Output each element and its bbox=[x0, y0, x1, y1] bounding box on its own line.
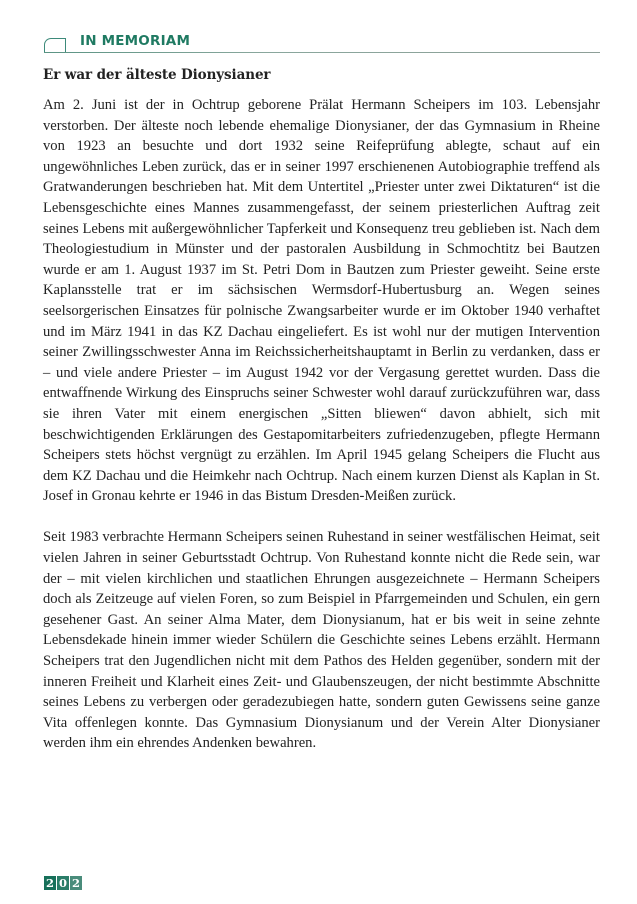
header-divider bbox=[44, 52, 600, 53]
page-number-digit: 2 bbox=[45, 876, 54, 890]
page-number-digit: 2 bbox=[71, 876, 80, 890]
header-bracket-ornament bbox=[44, 38, 66, 53]
article-body bbox=[43, 95, 600, 775]
article-paragraph: Am 2. Juni ist der in Ochtrup geborene Prälat Hermann Scheipers im 103. Lebensjahr verstorben. Der älteste noch lebende ehemalige Dionysianer, der das Gymnasium in Rheine von 1923 an besuchte und dort 1932 seine Reifeprüfung ablegte, schaut auf ein ungewöhnliches Leben zurück, das er in seiner 1997 erschienenen Autobiographie treffend als Gratwanderungen beschrieben hat. Mit dem Untertitel „Priester unter zwei Diktaturen“ ist die Lebensgeschichte eines Mannes zusammengefasst, der seinem priesterlichen Auftrag zeit seines Lebens mit außergewöhnlicher Tapferkeit und Konsequenz treu geblieben ist. Nach dem Theologiestudium in Münster und der pastoralen Ausbildung in Schmochtitz bei Bautzen wurde er am 1. August 1937 im St. Petri Dom in Bautzen zum Priester geweiht. Seine erste Kaplansstelle trat er im sächsischen Wermsdorf-Hubertusburg an. Wegen seines seelsorgerischen Einsatzes für polnische Zwangsarbeiter wurde er im Oktober 1940 verhaftet und im März 1941 in das KZ Dachau eingeliefert. Es ist wohl nur der mutigen Intervention seiner Zwillingsschwester Anna im Reichssicherheitshauptamt in Berlin zu verdanken, dass er – und viele andere Priester – im August 1942 vor der Vergasung gerettet wurden. Dass die entwaffnende Wirkung des Einspruchs seiner Schwester wohl darauf zurückzuführen war, dass sie ihren Vater mit einem energischen „Sitten bliewen“ davon abhielt, sich mit beschwichtigenden Erklärungen des Gestapomitarbeiters zufriedenzugeben, pflegte Hermann Scheipers stets höchst vergnügt zu erzählen. Im April 1945 gelang Scheipers die Flucht aus dem KZ Dachau und die Heimkehr nach Ochtrup. Nach einem kurzen Dienst als Kaplan in St. Josef in Gronau kehrte er 1946 in das Bistum Dresden-Meißen zurück. bbox=[43, 97, 600, 505]
article-paragraph: Seit 1983 verbrachte Hermann Scheipers seinen Ruhestand in seiner westfälischen Heimat, seit vielen Jahren in seiner Geburtsstadt Ochtrup. Von Ruhestand konnte nicht die Rede sein, war der – mit vielen kirchlichen und staatlichen Ehrungen ausgezeichnete – Hermann Scheipers doch als Zeitzeuge auf vielen Foren, so zum Beispiel in Pfarrgemeinden und Schulen, ein gern gesehener Gast. An seiner Alma Mater, dem Dionysianum, hat er bis weit in seine zehnte Lebensdekade hinein immer wieder Schülern die Geschichte seines Lebens erzählt. Hermann Scheipers trat den Jugendlichen nicht mit dem Pathos des Helden gegenüber, sondern mit der inneren Freiheit und Klarheit eines Zeit- und Glaubenszeugen, der nicht bestimmte Abschnitte seines Lebens zu verbergen oder geradezubiegen hatte, sondern guten Gewissens seine ganze Vita offenlegen konnte. Das Gymnasium Dionysianum und der Verein Alter Dionysianer werden ihm ein ehrendes Andenken bewahren. bbox=[43, 529, 600, 752]
section-label: IN MEMORIAM bbox=[80, 33, 191, 49]
page-number-digit: 0 bbox=[58, 876, 67, 890]
section-header bbox=[43, 30, 600, 54]
page-number bbox=[44, 876, 82, 890]
article-title: Er war der älteste Dionysianer bbox=[43, 67, 271, 83]
